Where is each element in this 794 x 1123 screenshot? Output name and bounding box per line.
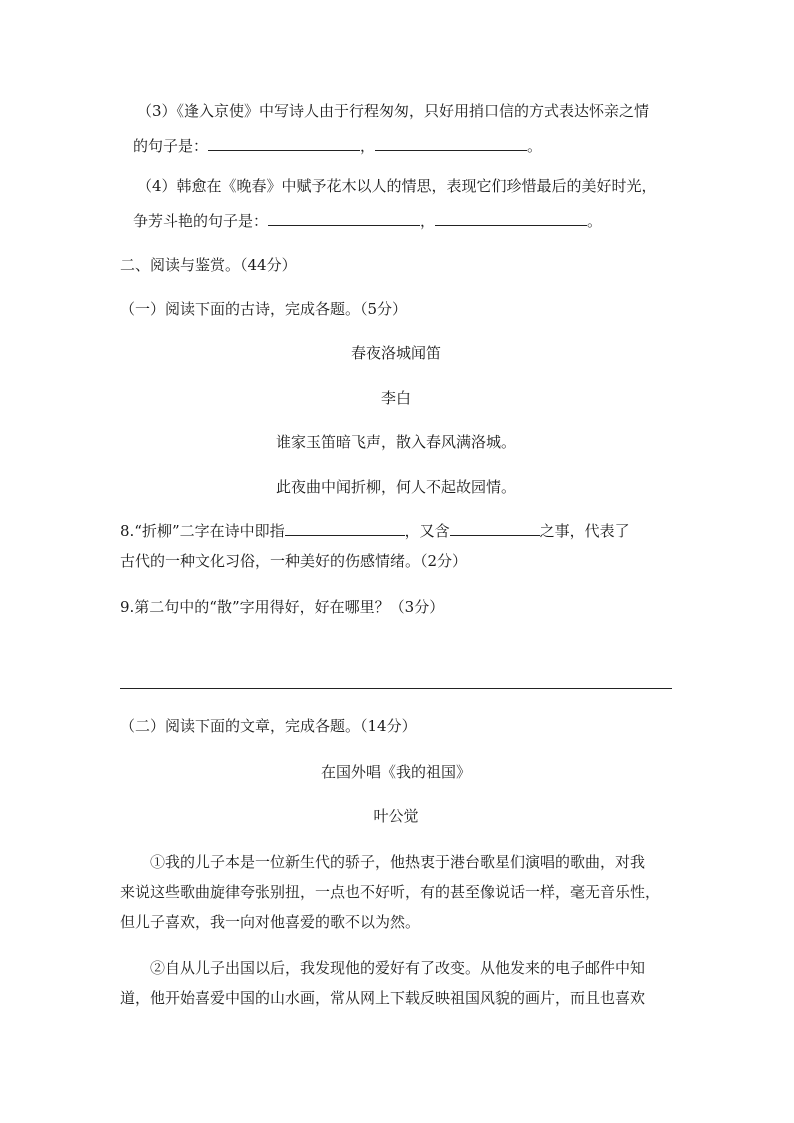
q4-line2	[133, 211, 602, 231]
q3-prefix: 的句子是：	[133, 137, 209, 155]
article-title: 在国外唱《我的祖国》	[320, 763, 471, 781]
q4-prefix: 争芳斗艳的句子是：	[133, 212, 269, 230]
q8-part-a: 8.“折柳”二字在诗中即指	[120, 522, 285, 540]
article-author: 叶公觉	[373, 807, 419, 825]
article-p1-line3: 但儿子喜欢，我一向对他喜爱的歌不以为然。	[120, 913, 421, 931]
q8-part-c: 之事，代表了	[539, 522, 630, 540]
section2-heading: 二、阅读与鉴赏。（44分）	[120, 256, 297, 274]
q9-text: 9.第二句中的“散”字用得好，好在哪里？（3分）	[120, 598, 445, 616]
article-p2-line2: 道，他开始喜爱中国的山水画，常从网上下载反映祖国风貌的画片，而且也喜欢	[120, 989, 646, 1007]
q8-line2: 古代的一种文化习俗，一种美好的伤感情绪。（2分）	[120, 552, 468, 570]
q3-line2	[133, 136, 542, 156]
q4-blank-2[interactable]	[435, 211, 587, 226]
q3-blank-2[interactable]	[375, 136, 527, 151]
q8-blank-1[interactable]	[285, 521, 405, 536]
q4-end: 。	[587, 212, 603, 230]
article-p2-line1: ②自从儿子出国以后，我发现他的爱好有了改变。从他发来的电子邮件中知	[150, 959, 646, 977]
poem-author: 李白	[380, 389, 411, 407]
q4-blank-1[interactable]	[268, 211, 420, 226]
q8-blank-2[interactable]	[450, 521, 540, 536]
q3-end: 。	[527, 137, 543, 155]
q8-line1	[120, 521, 630, 541]
poem-line-2: 此夜曲中闻折柳，何人不起故园情。	[275, 478, 516, 496]
q4-line1: （4）韩愈在《晚春》中赋予花木以人的情思，表现它们珍惜最后的美好时光，	[137, 177, 657, 195]
part2-heading: （二）阅读下面的文章，完成各题。（14分）	[120, 717, 417, 735]
q4-sep: ，	[420, 212, 436, 230]
poem-line-1: 谁家玉笛暗飞声，散入春风满洛城。	[275, 433, 516, 451]
poem-title: 春夜洛城闻笛	[350, 344, 441, 362]
q3-blank-1[interactable]	[208, 136, 360, 151]
article-p1-line1: ①我的儿子本是一位新生代的骄子，他热衷于港台歌星们演唱的歌曲，对我	[150, 853, 646, 871]
q3-line1: （3）《逢入京使》中写诗人由于行程匆匆，只好用捎口信的方式表达怀亲之情	[137, 102, 650, 120]
q3-sep: ，	[360, 137, 376, 155]
q8-part-b: ，又含	[404, 522, 450, 540]
q9-answer-line[interactable]	[120, 688, 672, 689]
part1-heading: （一）阅读下面的古诗，完成各题。（5分）	[120, 300, 408, 318]
article-p1-line2: 来说这些歌曲旋律夸张别扭，一点也不好听，有的甚至像说话一样，毫无音乐性，	[120, 883, 661, 901]
